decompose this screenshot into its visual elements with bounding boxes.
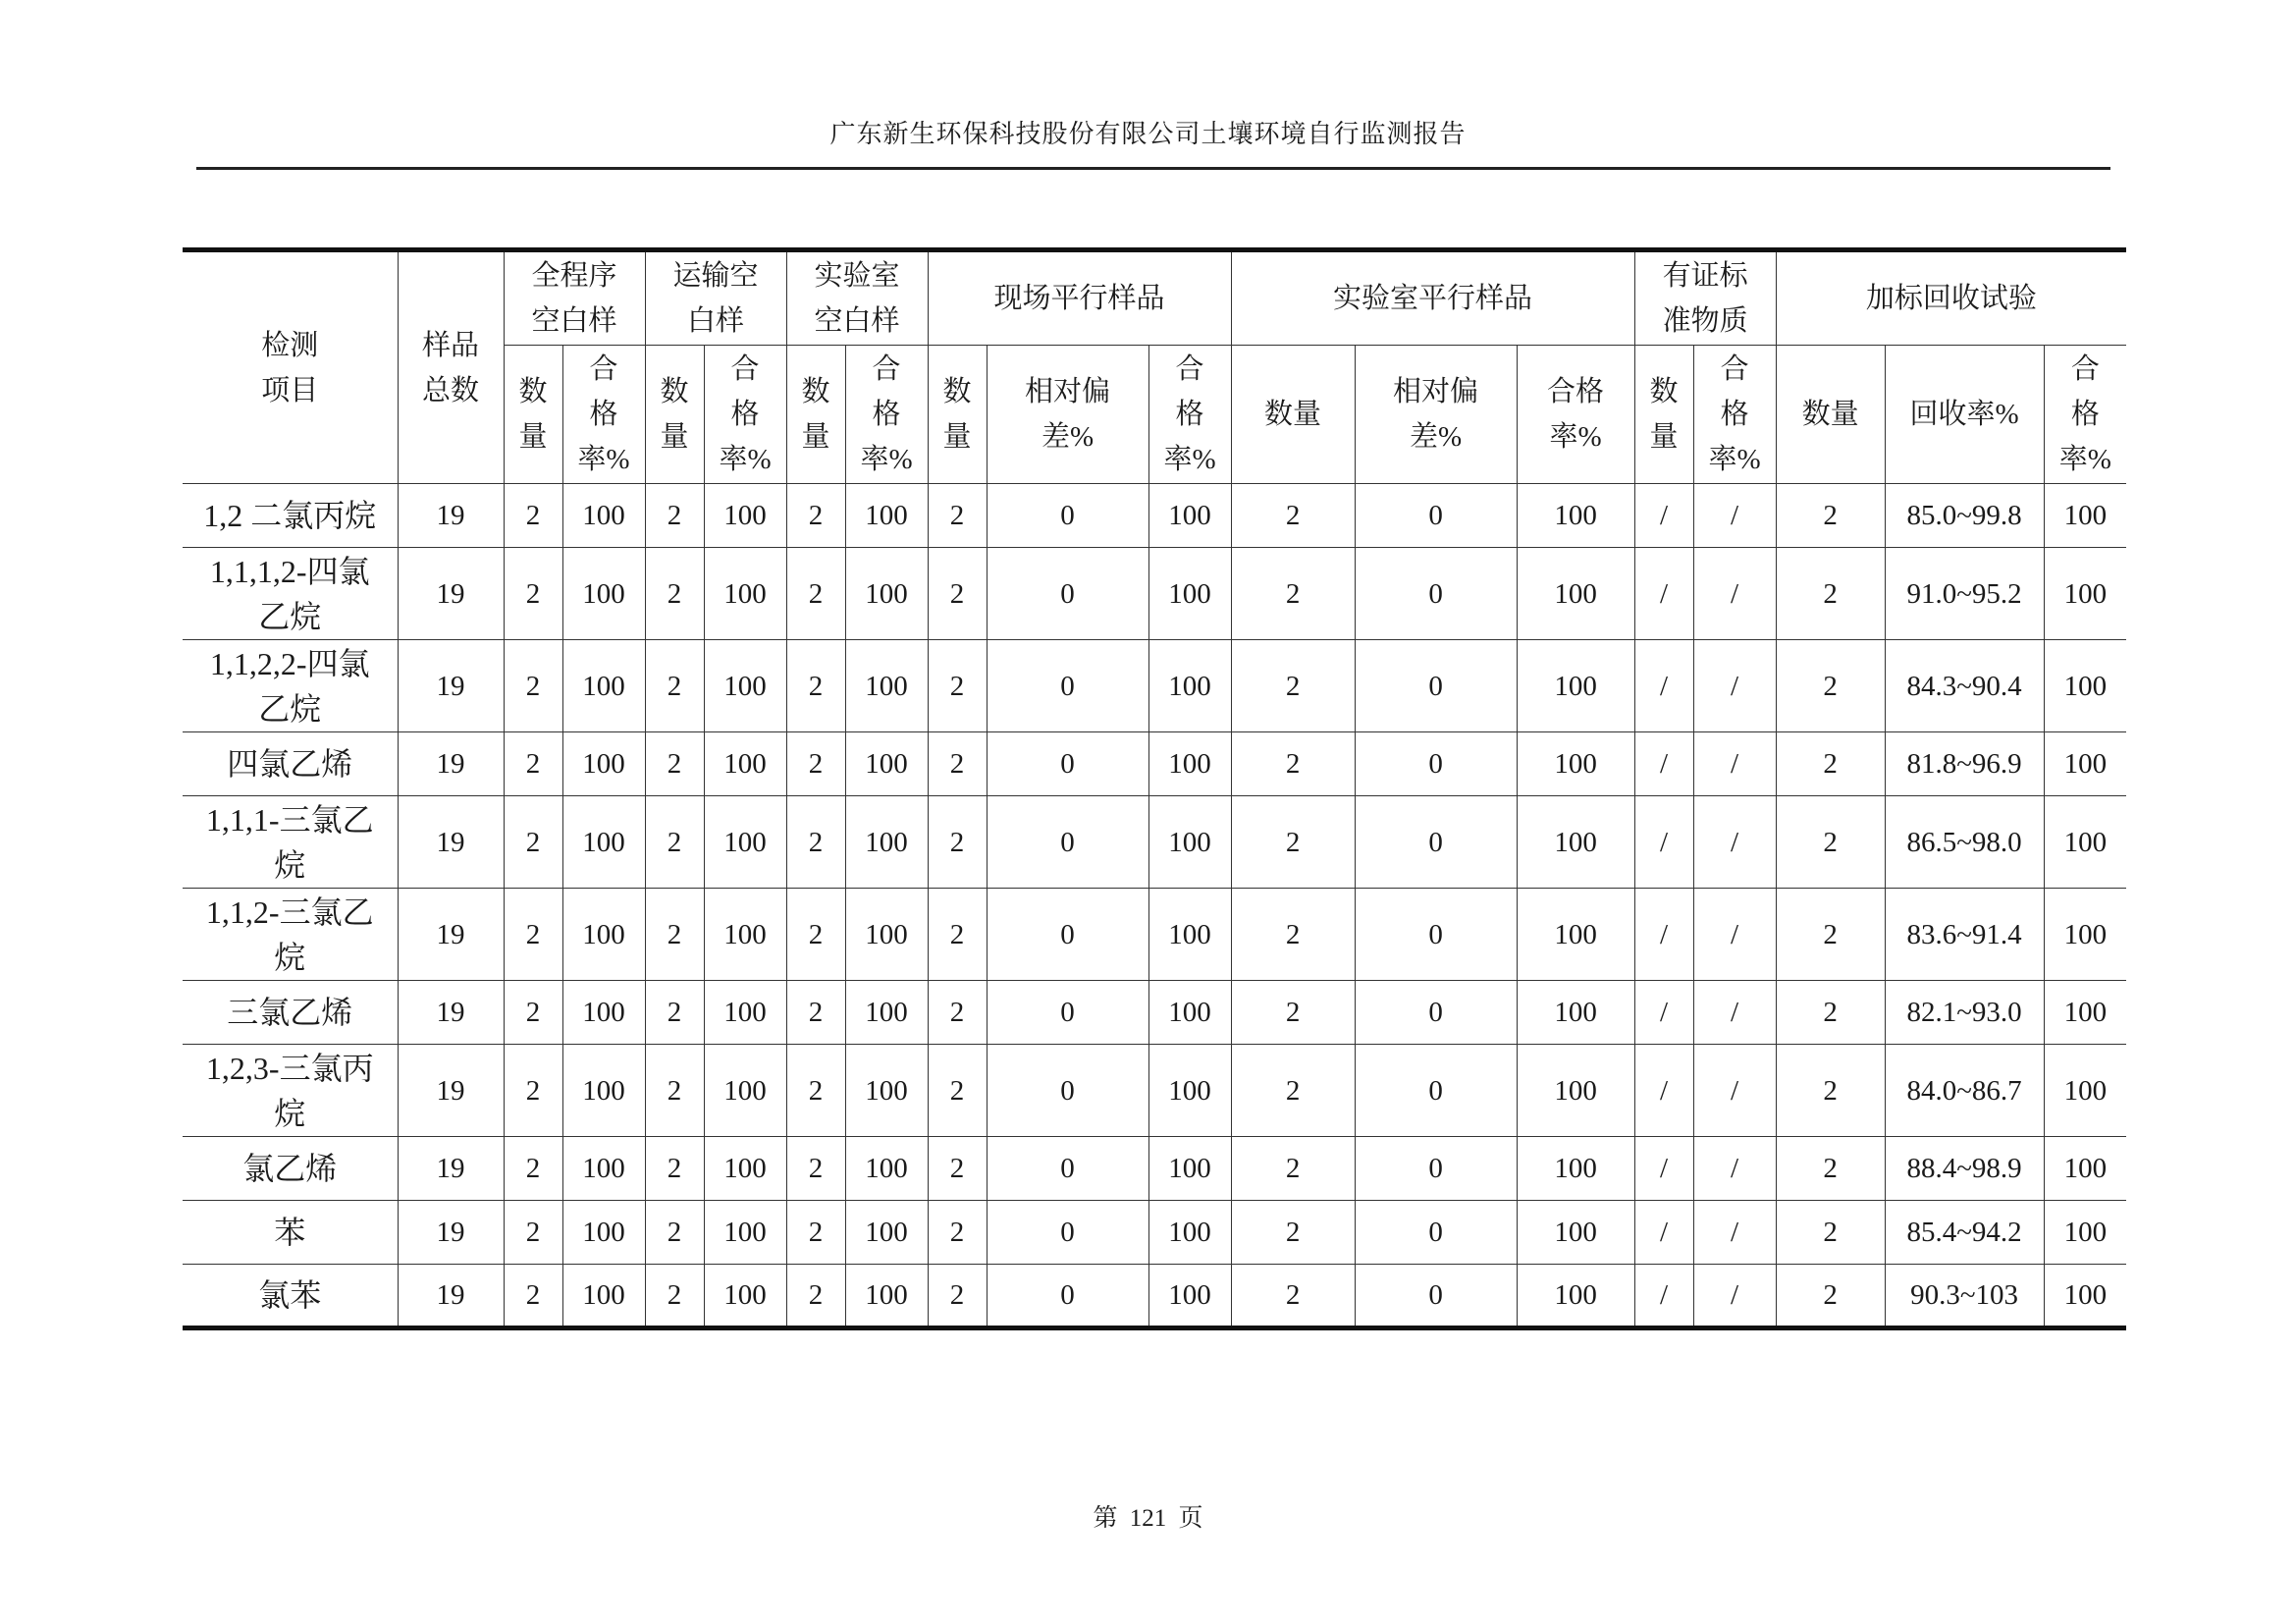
subheader-rel-dev: 相对偏 差% [1355, 346, 1517, 484]
full-blank-rate: 100 [562, 796, 645, 889]
col-header-item: 检测 项目 [183, 250, 398, 484]
subheader-rate: 合 格 率% [845, 346, 928, 484]
analyte-name: 三氯乙烯 [183, 981, 398, 1045]
lab-parallel-qty: 2 [1231, 1045, 1355, 1137]
lab-parallel-rate: 100 [1517, 640, 1634, 732]
lab-blank-qty: 2 [786, 1137, 845, 1201]
transport-blank-rate: 100 [704, 796, 786, 889]
field-parallel-qty: 2 [928, 889, 987, 981]
full-blank-qty: 2 [504, 889, 562, 981]
subheader-qty: 数 量 [645, 346, 704, 484]
field-parallel-qty: 2 [928, 1201, 987, 1265]
group-header-lab-parallel: 实验室平行样品 [1231, 250, 1634, 346]
transport-blank-qty: 2 [645, 484, 704, 548]
spike-qty: 2 [1776, 1137, 1885, 1201]
transport-blank-rate: 100 [704, 1045, 786, 1137]
lab-blank-rate: 100 [845, 1201, 928, 1265]
full-blank-rate: 100 [562, 1265, 645, 1328]
full-blank-rate: 100 [562, 889, 645, 981]
lab-parallel-rel-dev: 0 [1355, 1045, 1517, 1137]
sample-total: 19 [398, 484, 504, 548]
spike-qty: 2 [1776, 732, 1885, 796]
sample-total: 19 [398, 548, 504, 640]
crm-qty: / [1634, 484, 1693, 548]
field-parallel-rel-dev: 0 [987, 889, 1148, 981]
spike-qty: 2 [1776, 1201, 1885, 1265]
full-blank-rate: 100 [562, 484, 645, 548]
field-parallel-rel-dev: 0 [987, 640, 1148, 732]
lab-blank-rate: 100 [845, 889, 928, 981]
crm-rate: / [1693, 548, 1776, 640]
lab-parallel-qty: 2 [1231, 1137, 1355, 1201]
full-blank-qty: 2 [504, 796, 562, 889]
lab-parallel-rate: 100 [1517, 889, 1634, 981]
page-number: 第 121 页 [1093, 1505, 1203, 1532]
subheader-rate: 合 格 率% [562, 346, 645, 484]
spike-recovery: 83.6~91.4 [1885, 889, 2044, 981]
lab-parallel-qty: 2 [1231, 484, 1355, 548]
field-parallel-qty: 2 [928, 1265, 987, 1328]
crm-qty: / [1634, 981, 1693, 1045]
field-parallel-rel-dev: 0 [987, 1045, 1148, 1137]
group-header-transport-blank: 运输空 白样 [645, 250, 786, 346]
spike-recovery: 84.0~86.7 [1885, 1045, 2044, 1137]
table-row [183, 796, 2126, 889]
field-parallel-qty: 2 [928, 640, 987, 732]
full-blank-qty: 2 [504, 1265, 562, 1328]
full-blank-rate: 100 [562, 1137, 645, 1201]
lab-blank-qty: 2 [786, 796, 845, 889]
lab-blank-qty: 2 [786, 1201, 845, 1265]
field-parallel-rate: 100 [1148, 1137, 1231, 1201]
field-parallel-qty: 2 [928, 1045, 987, 1137]
field-parallel-qty: 2 [928, 796, 987, 889]
transport-blank-qty: 2 [645, 1265, 704, 1328]
transport-blank-rate: 100 [704, 981, 786, 1045]
lab-parallel-rel-dev: 0 [1355, 796, 1517, 889]
crm-qty: / [1634, 889, 1693, 981]
lab-parallel-rate: 100 [1517, 1265, 1634, 1328]
spike-recovery: 90.3~103 [1885, 1265, 2044, 1328]
full-blank-qty: 2 [504, 1137, 562, 1201]
table-row [183, 1201, 2126, 1265]
lab-parallel-rate: 100 [1517, 548, 1634, 640]
analyte-name: 1,1,1-三氯乙 烷 [183, 796, 398, 889]
full-blank-qty: 2 [504, 732, 562, 796]
lab-parallel-qty: 2 [1231, 981, 1355, 1045]
lab-blank-rate: 100 [845, 796, 928, 889]
spike-recovery: 81.8~96.9 [1885, 732, 2044, 796]
full-blank-rate: 100 [562, 640, 645, 732]
analyte-name: 1,1,2,2-四氯 乙烷 [183, 640, 398, 732]
lab-blank-rate: 100 [845, 1045, 928, 1137]
crm-qty: / [1634, 1137, 1693, 1201]
spike-rate: 100 [2044, 1045, 2126, 1137]
lab-parallel-rate: 100 [1517, 1045, 1634, 1137]
field-parallel-rate: 100 [1148, 889, 1231, 981]
analyte-name: 苯 [183, 1201, 398, 1265]
transport-blank-rate: 100 [704, 640, 786, 732]
subheader-recovery: 回收率% [1885, 346, 2044, 484]
field-parallel-rate: 100 [1148, 548, 1231, 640]
spike-recovery: 85.4~94.2 [1885, 1201, 2044, 1265]
field-parallel-rate: 100 [1148, 640, 1231, 732]
field-parallel-rel-dev: 0 [987, 548, 1148, 640]
analyte-name: 四氯乙烯 [183, 732, 398, 796]
crm-qty: / [1634, 1201, 1693, 1265]
spike-rate: 100 [2044, 732, 2126, 796]
spike-rate: 100 [2044, 640, 2126, 732]
lab-blank-rate: 100 [845, 1265, 928, 1328]
spike-rate: 100 [2044, 981, 2126, 1045]
lab-parallel-rel-dev: 0 [1355, 1137, 1517, 1201]
spike-qty: 2 [1776, 548, 1885, 640]
spike-rate: 100 [2044, 1201, 2126, 1265]
sample-total: 19 [398, 981, 504, 1045]
analyte-name: 氯苯 [183, 1265, 398, 1328]
field-parallel-rate: 100 [1148, 1201, 1231, 1265]
spike-rate: 100 [2044, 796, 2126, 889]
spike-qty: 2 [1776, 1045, 1885, 1137]
field-parallel-rate: 100 [1148, 981, 1231, 1045]
lab-parallel-rate: 100 [1517, 484, 1634, 548]
field-parallel-rel-dev: 0 [987, 1201, 1148, 1265]
crm-rate: / [1693, 732, 1776, 796]
transport-blank-qty: 2 [645, 548, 704, 640]
full-blank-qty: 2 [504, 981, 562, 1045]
field-parallel-qty: 2 [928, 484, 987, 548]
spike-qty: 2 [1776, 1265, 1885, 1328]
crm-rate: / [1693, 640, 1776, 732]
subheader-qty: 数量 [1776, 346, 1885, 484]
sample-total: 19 [398, 732, 504, 796]
crm-qty: / [1634, 796, 1693, 889]
transport-blank-rate: 100 [704, 889, 786, 981]
transport-blank-rate: 100 [704, 548, 786, 640]
full-blank-rate: 100 [562, 1201, 645, 1265]
table-row [183, 1265, 2126, 1328]
lab-parallel-rel-dev: 0 [1355, 732, 1517, 796]
field-parallel-rate: 100 [1148, 732, 1231, 796]
sample-total: 19 [398, 889, 504, 981]
analyte-name: 1,2 二氯丙烷 [183, 484, 398, 548]
table-row [183, 1045, 2126, 1137]
subheader-rel-dev: 相对偏 差% [987, 346, 1148, 484]
subheader-rate: 合格 率% [1517, 346, 1634, 484]
full-blank-rate: 100 [562, 732, 645, 796]
crm-qty: / [1634, 1045, 1693, 1137]
spike-recovery: 86.5~98.0 [1885, 796, 2044, 889]
subheader-qty: 数 量 [786, 346, 845, 484]
full-blank-qty: 2 [504, 484, 562, 548]
analyte-name: 氯乙烯 [183, 1137, 398, 1201]
full-blank-rate: 100 [562, 548, 645, 640]
spike-qty: 2 [1776, 640, 1885, 732]
transport-blank-rate: 100 [704, 1265, 786, 1328]
lab-parallel-rel-dev: 0 [1355, 889, 1517, 981]
field-parallel-rel-dev: 0 [987, 484, 1148, 548]
subheader-qty: 数 量 [928, 346, 987, 484]
sample-total: 19 [398, 1265, 504, 1328]
lab-blank-qty: 2 [786, 640, 845, 732]
field-parallel-rel-dev: 0 [987, 1137, 1148, 1201]
spike-recovery: 82.1~93.0 [1885, 981, 2044, 1045]
transport-blank-qty: 2 [645, 1137, 704, 1201]
subheader-rate: 合 格 率% [1693, 346, 1776, 484]
table-row [183, 732, 2126, 796]
lab-blank-rate: 100 [845, 1137, 928, 1201]
report-header-title: 广东新生环保科技股份有限公司土壤环境自行监测报告 [829, 120, 1467, 148]
lab-parallel-rel-dev: 0 [1355, 640, 1517, 732]
lab-blank-qty: 2 [786, 889, 845, 981]
lab-blank-qty: 2 [786, 484, 845, 548]
spike-recovery: 88.4~98.9 [1885, 1137, 2044, 1201]
sample-total: 19 [398, 1045, 504, 1137]
table-row [183, 981, 2126, 1045]
lab-blank-qty: 2 [786, 1045, 845, 1137]
subheader-qty: 数 量 [1634, 346, 1693, 484]
spike-qty: 2 [1776, 796, 1885, 889]
full-blank-qty: 2 [504, 548, 562, 640]
spike-qty: 2 [1776, 889, 1885, 981]
lab-parallel-rel-dev: 0 [1355, 981, 1517, 1045]
lab-parallel-rel-dev: 0 [1355, 1201, 1517, 1265]
lab-blank-qty: 2 [786, 1265, 845, 1328]
analyte-name: 1,1,1,2-四氯 乙烷 [183, 548, 398, 640]
spike-recovery: 84.3~90.4 [1885, 640, 2044, 732]
lab-parallel-qty: 2 [1231, 1201, 1355, 1265]
col-header-total: 样品 总数 [398, 250, 504, 484]
table-row [183, 1137, 2126, 1201]
transport-blank-rate: 100 [704, 1137, 786, 1201]
field-parallel-qty: 2 [928, 981, 987, 1045]
lab-parallel-rate: 100 [1517, 1137, 1634, 1201]
table-row [183, 640, 2126, 732]
crm-rate: / [1693, 889, 1776, 981]
sample-total: 19 [398, 796, 504, 889]
spike-recovery: 85.0~99.8 [1885, 484, 2044, 548]
sample-total: 19 [398, 1201, 504, 1265]
crm-qty: / [1634, 1265, 1693, 1328]
analyte-name: 1,2,3-三氯丙 烷 [183, 1045, 398, 1137]
lab-blank-qty: 2 [786, 732, 845, 796]
full-blank-qty: 2 [504, 1045, 562, 1137]
lab-blank-rate: 100 [845, 981, 928, 1045]
crm-qty: / [1634, 640, 1693, 732]
group-header-lab-blank: 实验室 空白样 [786, 250, 928, 346]
crm-rate: / [1693, 981, 1776, 1045]
lab-blank-qty: 2 [786, 548, 845, 640]
field-parallel-rate: 100 [1148, 1045, 1231, 1137]
lab-parallel-rel-dev: 0 [1355, 548, 1517, 640]
lab-parallel-qty: 2 [1231, 640, 1355, 732]
lab-parallel-qty: 2 [1231, 889, 1355, 981]
field-parallel-rate: 100 [1148, 484, 1231, 548]
spike-rate: 100 [2044, 1137, 2126, 1201]
spike-qty: 2 [1776, 484, 1885, 548]
subheader-rate: 合 格 率% [1148, 346, 1231, 484]
lab-parallel-rate: 100 [1517, 981, 1634, 1045]
table-row [183, 484, 2126, 548]
group-header-full-blank: 全程序 空白样 [504, 250, 645, 346]
field-parallel-rel-dev: 0 [987, 981, 1148, 1045]
group-header-spike: 加标回收试验 [1776, 250, 2126, 346]
qc-results-table [183, 247, 2126, 1330]
full-blank-rate: 100 [562, 981, 645, 1045]
lab-blank-rate: 100 [845, 640, 928, 732]
field-parallel-rate: 100 [1148, 796, 1231, 889]
field-parallel-qty: 2 [928, 548, 987, 640]
subheader-qty: 数 量 [504, 346, 562, 484]
field-parallel-rate: 100 [1148, 1265, 1231, 1328]
lab-parallel-rate: 100 [1517, 796, 1634, 889]
spike-rate: 100 [2044, 889, 2126, 981]
field-parallel-rel-dev: 0 [987, 1265, 1148, 1328]
transport-blank-qty: 2 [645, 1045, 704, 1137]
table-row [183, 889, 2126, 981]
lab-parallel-qty: 2 [1231, 796, 1355, 889]
lab-parallel-qty: 2 [1231, 732, 1355, 796]
transport-blank-rate: 100 [704, 1201, 786, 1265]
lab-parallel-rel-dev: 0 [1355, 1265, 1517, 1328]
spike-qty: 2 [1776, 981, 1885, 1045]
crm-qty: / [1634, 548, 1693, 640]
transport-blank-rate: 100 [704, 732, 786, 796]
transport-blank-qty: 2 [645, 640, 704, 732]
full-blank-qty: 2 [504, 640, 562, 732]
transport-blank-qty: 2 [645, 1201, 704, 1265]
transport-blank-qty: 2 [645, 889, 704, 981]
crm-rate: / [1693, 1201, 1776, 1265]
group-header-crm: 有证标 准物质 [1634, 250, 1776, 346]
crm-rate: / [1693, 1265, 1776, 1328]
sample-total: 19 [398, 640, 504, 732]
header-divider [196, 167, 2110, 170]
analyte-name: 1,1,2-三氯乙 烷 [183, 889, 398, 981]
table-row [183, 548, 2126, 640]
transport-blank-rate: 100 [704, 484, 786, 548]
subheader-qty: 数量 [1231, 346, 1355, 484]
field-parallel-rel-dev: 0 [987, 796, 1148, 889]
lab-parallel-rel-dev: 0 [1355, 484, 1517, 548]
full-blank-qty: 2 [504, 1201, 562, 1265]
field-parallel-rel-dev: 0 [987, 732, 1148, 796]
lab-blank-rate: 100 [845, 484, 928, 548]
transport-blank-qty: 2 [645, 796, 704, 889]
crm-rate: / [1693, 1045, 1776, 1137]
lab-blank-rate: 100 [845, 732, 928, 796]
field-parallel-qty: 2 [928, 732, 987, 796]
spike-rate: 100 [2044, 484, 2126, 548]
full-blank-rate: 100 [562, 1045, 645, 1137]
field-parallel-qty: 2 [928, 1137, 987, 1201]
lab-parallel-qty: 2 [1231, 1265, 1355, 1328]
crm-rate: / [1693, 796, 1776, 889]
lab-blank-qty: 2 [786, 981, 845, 1045]
lab-blank-rate: 100 [845, 548, 928, 640]
crm-qty: / [1634, 732, 1693, 796]
spike-recovery: 91.0~95.2 [1885, 548, 2044, 640]
lab-parallel-rate: 100 [1517, 1201, 1634, 1265]
lab-parallel-rate: 100 [1517, 732, 1634, 796]
group-header-field-parallel: 现场平行样品 [928, 250, 1231, 346]
sample-total: 19 [398, 1137, 504, 1201]
subheader-rate: 合 格 率% [704, 346, 786, 484]
spike-rate: 100 [2044, 1265, 2126, 1328]
crm-rate: / [1693, 484, 1776, 548]
transport-blank-qty: 2 [645, 732, 704, 796]
transport-blank-qty: 2 [645, 981, 704, 1045]
crm-rate: / [1693, 1137, 1776, 1201]
lab-parallel-qty: 2 [1231, 548, 1355, 640]
qc-table-body [183, 484, 2126, 1328]
subheader-rate: 合 格 率% [2044, 346, 2126, 484]
spike-rate: 100 [2044, 548, 2126, 640]
